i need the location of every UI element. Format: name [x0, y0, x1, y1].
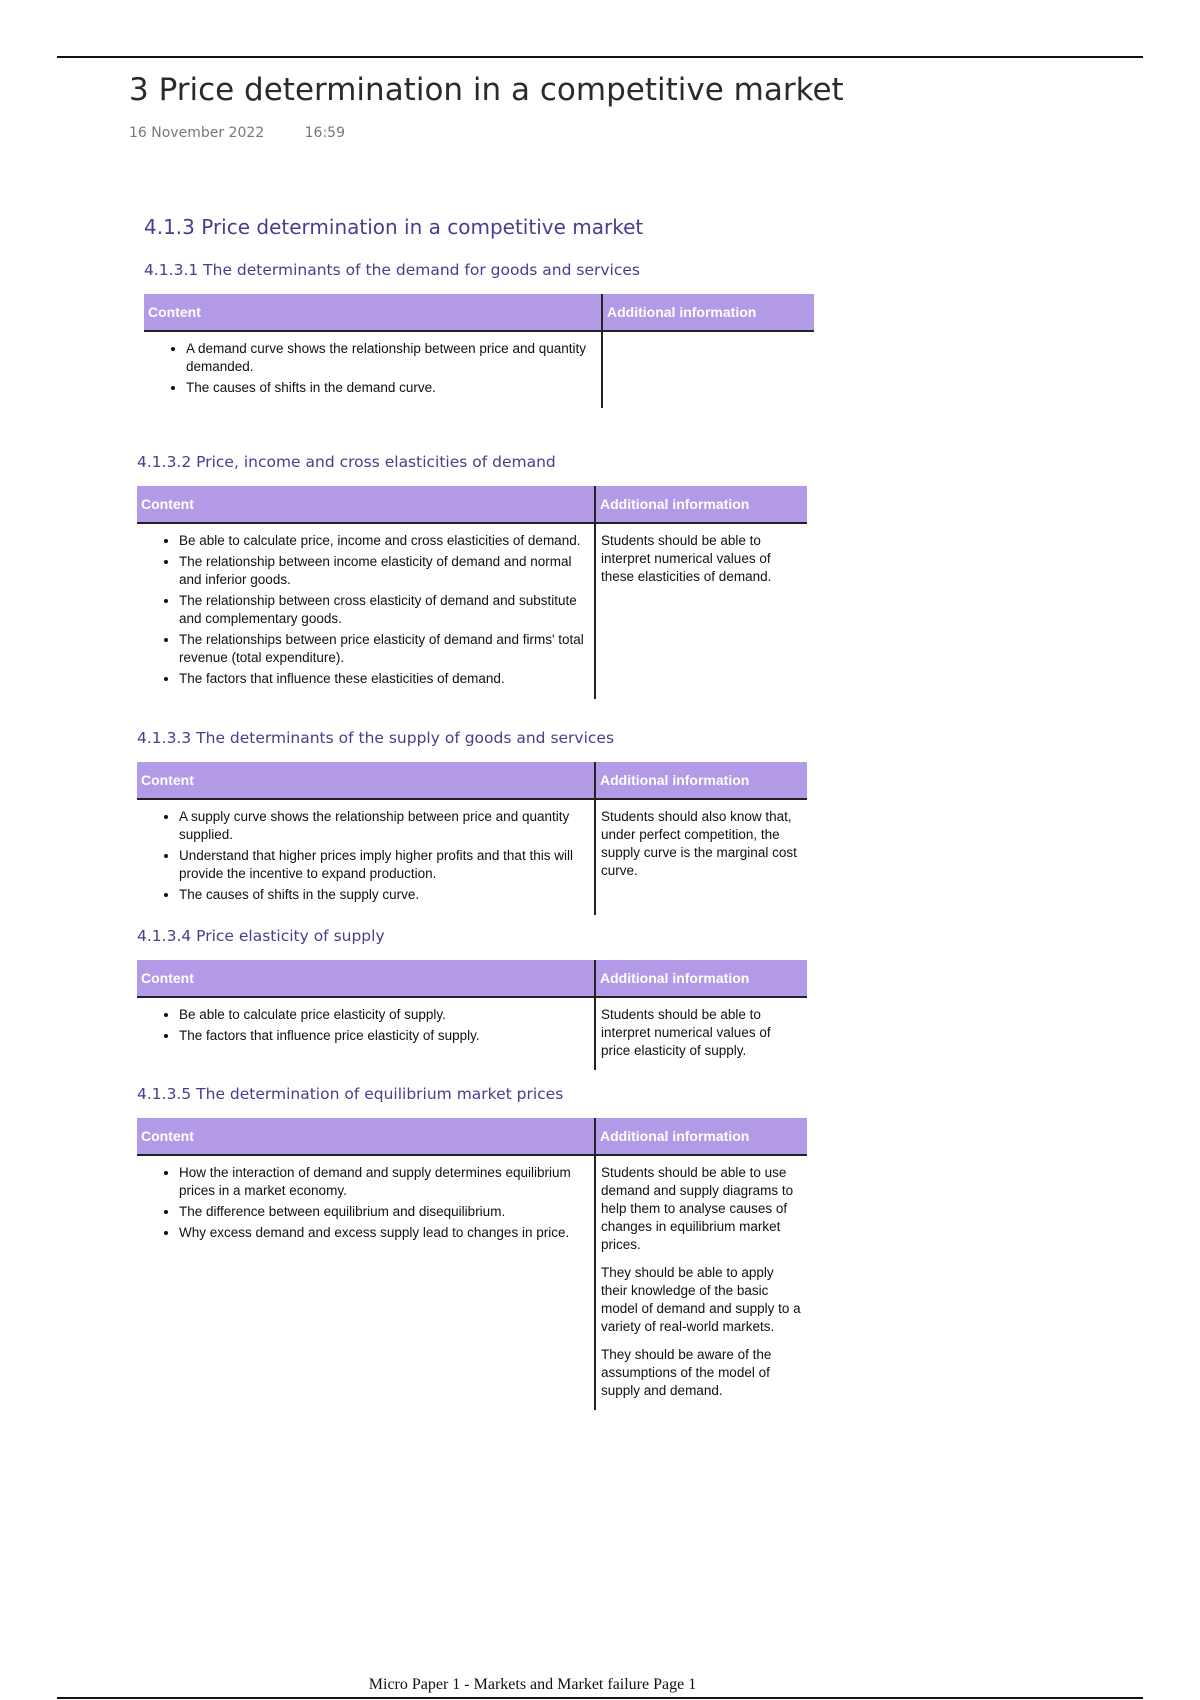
list-item: • The relationship between cross elasticity of demand and substitute and complementary goods.: [179, 592, 584, 628]
list-item: • A supply curve shows the relationship between price and quantity supplied.: [179, 808, 584, 844]
top-rule: [57, 56, 1143, 58]
info-cell: [595, 997, 807, 1070]
note-date: 16 November 2022: [129, 125, 265, 141]
list-item: • The relationship between income elasticity of demand and normal and inferior goods.: [179, 553, 584, 589]
content-cell: [137, 997, 595, 1070]
table-row: [137, 523, 807, 699]
table-row: [137, 1155, 807, 1410]
content-list: [157, 1006, 584, 1045]
list-item: • The difference between equilibrium and disequilibrium.: [179, 1203, 584, 1221]
content-list: [157, 1164, 584, 1242]
list-item: • A demand curve shows the relationship between price and quantity demanded.: [186, 340, 591, 376]
content-cell: [137, 523, 595, 699]
column-header-info: Additional information: [595, 762, 807, 799]
section-elasticities-of-demand: [137, 450, 807, 699]
column-header-info: Additional information: [595, 486, 807, 523]
note-time: 16:59: [304, 125, 345, 141]
column-header-content: Content: [137, 762, 595, 799]
column-header-content: Content: [137, 960, 595, 997]
page-footer: Micro Paper 1 - Markets and Market failure Page 1: [368, 1676, 697, 1693]
column-header-info: Additional information: [595, 960, 807, 997]
column-header-info: Additional information: [595, 1118, 807, 1155]
info-cell: [595, 1155, 807, 1410]
note-title: 3 Price determination in a competitive market: [129, 72, 844, 108]
document-heading: 4.1.3 Price determination in a competitive market: [144, 215, 644, 239]
list-item: • The factors that influence price elasticity of supply.: [179, 1027, 584, 1045]
info-cell: [602, 331, 814, 408]
list-item: • Why excess demand and excess supply lead to changes in price.: [179, 1224, 584, 1242]
section-heading: 4.1.3.1 The determinants of the demand for goods and services: [144, 261, 640, 279]
column-header-content: Content: [137, 1118, 595, 1155]
spec-table: [144, 294, 814, 408]
section-supply-determinants: [137, 726, 807, 915]
section-heading: 4.1.3.4 Price elasticity of supply: [137, 927, 385, 945]
content-cell: [144, 331, 602, 408]
section-demand-determinants: [144, 258, 814, 408]
info-paragraph: They should be aware of the assumptions of the model of supply and demand.: [601, 1347, 772, 1398]
spec-table: [137, 762, 807, 915]
section-heading: 4.1.3.2 Price, income and cross elasticities of demand: [137, 453, 556, 471]
info-paragraph: They should be able to apply their knowledge of the basic model of demand and supply to a variety of real-world markets.: [601, 1265, 801, 1334]
content-cell: [137, 1155, 595, 1410]
bottom-rule: [57, 1697, 1143, 1699]
list-item: • Be able to calculate price elasticity of supply.: [179, 1006, 584, 1024]
column-header-content: Content: [137, 486, 595, 523]
section-price-elasticity-of-supply: [137, 924, 807, 1070]
list-item: • Be able to calculate price, income and cross elasticities of demand.: [179, 532, 584, 550]
section-heading: 4.1.3.5 The determination of equilibrium market prices: [137, 1085, 564, 1103]
table-row: [144, 331, 814, 408]
list-item: • How the interaction of demand and supply determines equilibrium prices in a market economy.: [179, 1164, 584, 1200]
content-list: [164, 340, 591, 397]
spec-table: [137, 960, 807, 1070]
list-item: • The relationships between price elasticity of demand and firms' total revenue (total expenditure).: [179, 631, 584, 667]
info-paragraph: Students should be able to interpret numerical values of these elasticities of demand.: [601, 533, 772, 584]
table-row: [137, 799, 807, 915]
list-item: • The causes of shifts in the supply curve.: [179, 886, 584, 904]
note-meta: [129, 125, 345, 141]
info-paragraph: Students should be able to use demand and supply diagrams to help them to analyse causes of changes in equilibrium market prices.: [601, 1165, 794, 1252]
list-item: • The factors that influence these elasticities of demand.: [179, 670, 584, 688]
section-equilibrium-prices: [137, 1082, 807, 1410]
info-paragraph: Students should be able to interpret numerical values of price elasticity of supply.: [601, 1007, 771, 1058]
list-item: • The causes of shifts in the demand curve.: [186, 379, 591, 397]
info-cell: [595, 523, 807, 699]
column-header-info: Additional information: [602, 294, 814, 331]
info-cell: [595, 799, 807, 915]
section-heading: 4.1.3.3 The determinants of the supply of goods and services: [137, 729, 615, 747]
column-header-content: Content: [144, 294, 602, 331]
spec-table: [137, 1118, 807, 1410]
list-item: • Understand that higher prices imply higher profits and that this will provide the incentive to expand production.: [179, 847, 584, 883]
table-row: [137, 997, 807, 1070]
info-paragraph: Students should also know that, under perfect competition, the supply curve is the marginal cost curve.: [601, 809, 797, 878]
content-cell: [137, 799, 595, 915]
spec-table: [137, 486, 807, 699]
content-list: [157, 532, 584, 688]
content-list: [157, 808, 584, 904]
